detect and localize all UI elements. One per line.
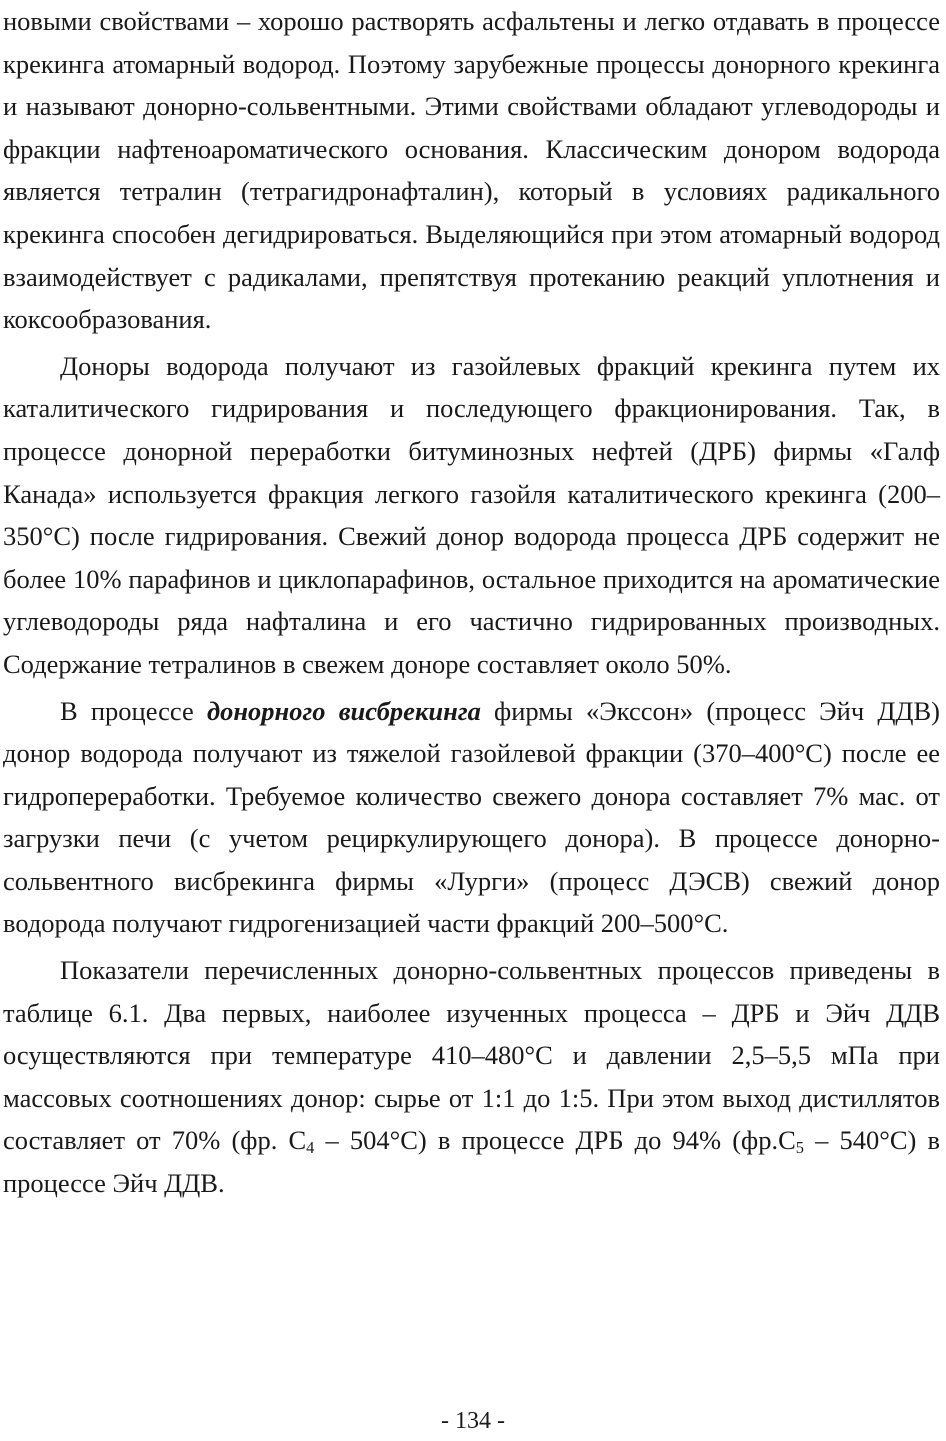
paragraph-4 [3, 949, 940, 1205]
paragraph-2 [3, 345, 940, 686]
paragraph-text: фирмы «Экссон» (процесс Эйч ДДВ) донор водорода получают из тяжелой газойлевой фракции (370–400°С) после ее гидропереработки. Требуемое количество свежего донора составляет 7% мас. от загрузки печи (с учетом рециркулирующего донора). В процессе донорно-сольвентного висбрекинга фирмы «Лурги» (процесс ДЭСВ) свежий донор водорода получают гидрогенизацией части фракций 200–500°С. [3, 695, 941, 939]
subscript: 5 [795, 1138, 804, 1158]
paragraph-text: В процессе [60, 695, 207, 726]
paragraph-3 [3, 690, 940, 946]
paragraph-text: Доноры водорода получают из газойлевых фракций крекинга путем их каталитического гидрирования и последующего фракционирования. Так, в процессе донорной переработки битуминозных нефтей (ДРБ) фирмы «Галф Канада» используется фракция легкого газойля каталитического крекинга (200–350°С) после гидрирования. Свежий донор водорода процесса ДРБ содержит не более 10% парафинов и циклопарафинов, остальное приходится на ароматические углеводороды ряда нафталина и его частично гидрированных производных. Содержание тетралинов в свежем доноре составляет около 50%. [3, 350, 940, 679]
subscript: 4 [306, 1138, 315, 1158]
emphasized-term: донорного висбрекинга [206, 695, 481, 726]
paragraph-text: Показатели перечисленных донорно-сольвентных процессов приведены в таблице 6.1. Два первых, наиболее изученных процесса – ДРБ и Эйч ДДВ осуществляются при температуре 410–480°С и давлении 2,5–5,5 мПа при массовых соотношениях донор: сырье от 1:1 до 1:5. При этом выход дистиллятов составляет от 70% (фр. С [3, 955, 940, 1156]
paragraph-text: новыми свойствами – хорошо растворять асфальтены и легко отдавать в процессе крекинга атомарный водород. Поэтому зарубежные процессы донорного крекинга и называют донорно-сольвентными. Этими свойствами обладают углеводороды и фракции нафтеноароматического основания. Классическим донором водорода является тетралин (тетрагидронафталин), который в условиях радикального крекинга способен дегидрироваться. Выделяющийся при этом атомарный водород взаимодействует с радикалами, препятствуя протеканию реакций уплотнения и коксообразования. [3, 6, 940, 335]
body-text [3, 0, 940, 1205]
paragraph-text: – 504°С) в процессе ДРБ до 94% (фр.С [314, 1125, 796, 1156]
page-number: - 134 - [441, 1408, 505, 1434]
paragraph-text: – 540°С) в процессе Эйч ДДВ. [3, 1125, 940, 1199]
paragraph-1 [3, 0, 940, 341]
